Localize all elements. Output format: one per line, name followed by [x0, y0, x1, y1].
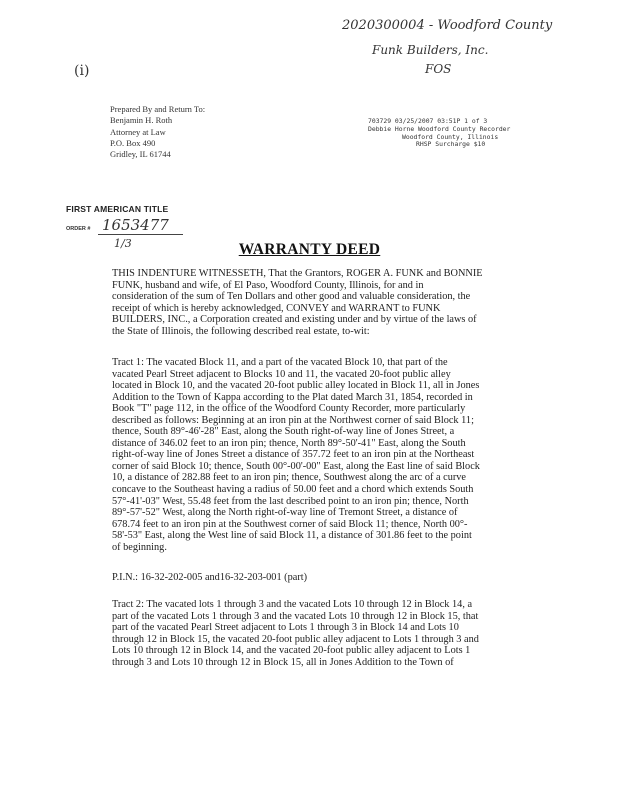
paragraph-line: vacated Pearl Street adjacent to Blocks 10 and 11, the vacated 20-foot public alley — [112, 368, 451, 380]
recorder-stamp-line: Debbie Horne Woodford County Recorder — [368, 124, 511, 133]
paragraph-line: located in Block 10, and the vacated 20-foot public alley located in Block 11, all in Jones — [112, 380, 480, 392]
paragraph-line: described as follows: Beginning at an iron pin at the Northwest corner of said Block 11; — [112, 414, 474, 426]
order-label: ORDER # — [66, 226, 91, 232]
page-circle-mark: (i) — [74, 63, 90, 79]
paragraph-line: Tract 1: The vacated Block 11, and a part of the vacated Block 10, that part of the — [112, 357, 448, 368]
recorder-stamp-line: Woodford County, Illinois — [402, 132, 499, 141]
paragraph-line: distance of 346.02 feet to an iron pin; thence, North 89°-50'-41" East, along the South — [112, 437, 466, 449]
paragraph-line: corner of said Block 10; thence, South 00°-00'-00" East, along the East line of said Block — [112, 460, 480, 472]
paragraph-line: Tract 2: The vacated lots 1 through 3 and the vacated Lots 10 through 12 in Block 14, a — [112, 599, 473, 610]
paragraph-line: 57°-41'-03" West, 55.48 feet from the last described point to an iron pin; thence, North — [112, 495, 469, 507]
paragraph-line: Addition to the Town of Kappa according to the Plat dated March 31, 1854, recorded in — [112, 391, 473, 403]
paragraph-line: right-of-way line of Jones Street a distance of 357.72 feet to an iron pin at the Northeast — [112, 449, 475, 461]
order-sub-note: 1/3 — [114, 237, 132, 250]
paragraph-line: P.I.N.: 16-32-202-005 and16-32-203-001 (part) — [112, 572, 308, 583]
document-title: WARRANTY DEED — [238, 241, 381, 258]
paragraph-line: consideration of the sum of Ten Dollars and other good and valuable consideration, the — [112, 291, 471, 303]
paragraph-line: through 12 in Block 15, the vacated 20-foot public alley adjacent to Lots 1 through 3 and — [112, 633, 479, 645]
intro-paragraph — [112, 268, 534, 337]
paragraph-line: concave to the Southeast having a radius of 50.00 feet and a chord which extends South — [112, 484, 474, 496]
handwritten-fos-note: FOS — [425, 62, 452, 76]
paragraph-line: part of the vacated Pearl Street adjacent to Lots 1 through 3 in Block 14 and Lots 10 — [112, 622, 459, 634]
recorder-stamp-line: 703729 03/25/2007 03:51P 1 of 3 — [368, 117, 488, 125]
prepared-by-line: Attorney at Law — [110, 126, 166, 137]
prepared-by-line: Gridley, IL 61744 — [110, 149, 171, 160]
paragraph-line: 678.74 feet to an iron pin at the Southwest corner of said Block 11; thence, North 00°- — [112, 518, 468, 530]
prepared-by-line: Benjamin H. Roth — [110, 115, 173, 126]
paragraph-line: thence, South 89°-46'-28" East, along the South right-of-way line of Jones Street, a — [112, 426, 455, 438]
tract2-paragraph — [112, 599, 534, 668]
paragraph-line: Book "T" page 112, in the office of the Woodford County Recorder, more particularly — [112, 403, 466, 415]
paragraph-line: the State of Illinois, the following described real estate, to-wit: — [112, 325, 370, 337]
paragraph-line: Lots 10 through 12 in Block 14, and the vacated 20-foot public alley adjacent to Lots 1 — [112, 645, 471, 657]
paragraph-line: 10, a distance of 282.88 feet to an iron pin; thence, Southwest along the arc of a curve — [112, 472, 466, 484]
recorder-stamp — [368, 118, 510, 149]
prepared-by-line: P.O. Box 490 — [110, 137, 156, 148]
paragraph-line: FUNK, husband and wife, of El Paso, Woodford County, Illinois, for and in — [112, 279, 424, 291]
title-company-name: FIRST AMERICAN TITLE — [66, 204, 169, 214]
tract1-paragraph — [112, 357, 534, 553]
paragraph-line: 58'-53" East, along the West line of said Block 11, a distance of 301.86 feet to the point — [112, 530, 472, 542]
paragraph-line: BUILDERS, INC., a Corporation created and existing under and by virtue of the laws of — [112, 314, 477, 326]
prepared-by-block — [110, 104, 205, 160]
paragraph-line: THIS INDENTURE WITNESSETH, That the Grantors, ROGER A. FUNK and BONNIE — [112, 268, 483, 279]
paragraph-line: of beginning. — [112, 541, 167, 553]
paragraph-line: part of the vacated Lots 1 through 3 and the vacated Lots 10 through 12 in Block 15, that — [112, 610, 479, 622]
recorder-stamp-line: RHSP Surcharge $10 — [416, 140, 486, 149]
paragraph-line: 89°-57'-52" West, along the North right-of-way line of Tremont Street, a distance of — [112, 507, 458, 519]
handwritten-recording-note: 2020300004 - Woodford County — [342, 18, 553, 33]
handwritten-grantee-note: Funk Builders, Inc. — [372, 43, 489, 57]
prepared-by-line: Prepared By and Return To: — [110, 104, 206, 114]
pin-line — [112, 572, 534, 584]
paragraph-line: receipt of which is hereby acknowledged, CONVEY and WARRANT to FUNK — [112, 302, 441, 314]
paragraph-line: through 3 and Lots 10 through 12 in Block 15, all in Jones Addition to the Town of — [112, 656, 454, 668]
order-number: 1653477 — [98, 216, 183, 235]
